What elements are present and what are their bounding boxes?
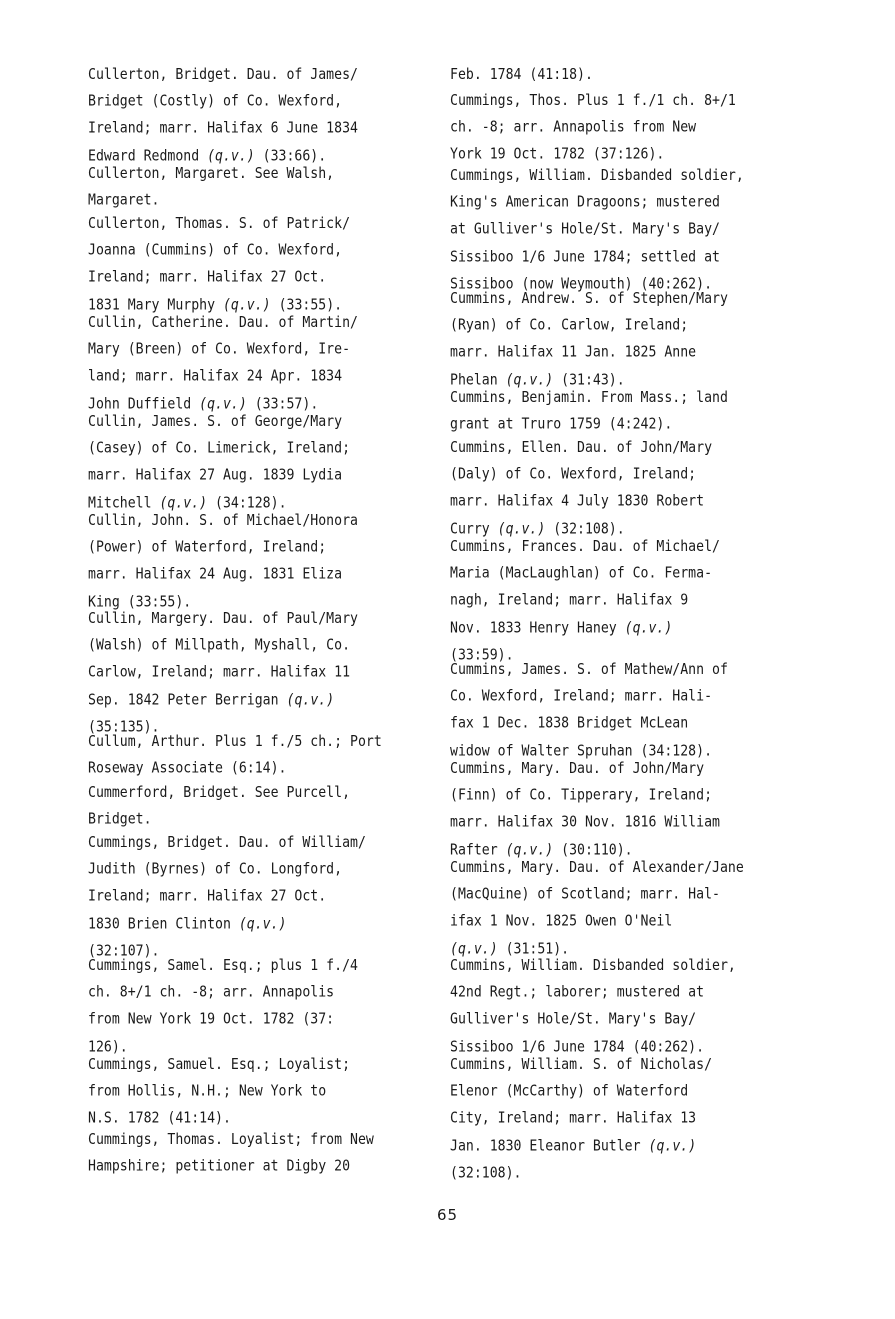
entry-line: N.S. 1782 (41:14). (88, 1110, 231, 1128)
entry-line: Cullin, John. S. of Michael/Honora (88, 512, 358, 529)
entry-line: Ireland; marr. Halifax 6 June 1834 (88, 120, 358, 138)
entry-line: Curry (q.v.) (32:108). (450, 520, 625, 538)
entry-line: Co. Wexford, Ireland; marr. Hali- (450, 688, 713, 706)
left-column (88, 62, 433, 1177)
entry-line: (q.v.) (31:51). (450, 940, 570, 958)
index-entry (88, 830, 433, 966)
entry-line: (Power) of Waterford, Ireland; (88, 539, 327, 557)
entry-line: Cummings, William. Disbanded soldier, (450, 167, 744, 185)
entry-line: Cummerford, Bridget. See Purcell, (88, 784, 351, 802)
index-entry (88, 606, 433, 742)
entry-line: Cummings, Samuel. Esq.; Loyalist; (88, 1056, 351, 1074)
entry-line: Cullerton, Bridget. Dau. of James/ (88, 66, 358, 84)
entry-line: from Hollis, N.H.; New York to (88, 1083, 327, 1101)
entry-line: Bridget (Costly) of Co. Wexford, (88, 93, 343, 111)
entry-line: (Daly) of Co. Wexford, Ireland; (450, 466, 697, 484)
index-entry (450, 62, 800, 89)
entry-line: Ireland; marr. Halifax 27 Oct. (88, 269, 327, 287)
index-entry (450, 435, 800, 543)
index-entry (450, 163, 800, 299)
entry-line: Cummings, Samel. Esq.; plus 1 f./4 (88, 957, 358, 975)
entry-line: Nov. 1833 Henry Haney (q.v.) (450, 619, 673, 637)
page-number: 65 (436, 1206, 459, 1224)
entry-line: Sissiboo 1/6 June 1784 (40:262). (450, 1039, 705, 1056)
entry-line: Maria (MacLaughlan) of Co. Ferma- (450, 565, 713, 583)
index-entry (88, 1127, 433, 1181)
entry-line: Mitchell (q.v.) (34:128). (88, 494, 287, 512)
entry-line: at Gulliver's Hole/St. Mary's Bay/ (450, 221, 720, 239)
entry-line: ch. 8+/1 ch. -8; arr. Annapolis (88, 984, 335, 1002)
entry-line: Cullum, Arthur. Plus 1 f./5 ch.; Port (88, 733, 382, 751)
entry-line: ch. -8; arr. Annapolis from New (450, 119, 697, 137)
entry-line: Cummins, Ellen. Dau. of John/Mary (450, 439, 713, 457)
index-entry (450, 385, 800, 439)
entry-line: Feb. 1784 (41:18). (450, 66, 593, 84)
index-entry (88, 780, 433, 834)
entry-line: (Walsh) of Millpath, Myshall, Co. (88, 638, 351, 655)
entry-line: Cummins, Benjamin. From Mass.; land (450, 389, 728, 406)
entry-line: (Finn) of Co. Tipperary, Ireland; (450, 787, 713, 805)
entry-line: marr. Halifax 4 July 1830 Robert (450, 493, 705, 511)
entry-line: Rafter (q.v.) (30:110). (450, 841, 633, 859)
entry-line: Sep. 1842 Peter Berrigan (q.v.) (88, 692, 335, 710)
entry-line: marr. Halifax 11 Jan. 1825 Anne (450, 344, 697, 362)
index-entry (88, 1052, 433, 1133)
entry-line: Phelan (q.v.) (31:43). (450, 371, 625, 389)
entry-line: Mary (Breen) of Co. Wexford, Ire- (88, 341, 351, 359)
entry-line: fax 1 Dec. 1838 Bridget McLean (450, 715, 689, 733)
entry-line: Sissiboo (now Weymouth) (40:262). (450, 275, 713, 293)
index-entry (450, 953, 800, 1061)
index-entry (88, 161, 433, 215)
index-entry (88, 729, 433, 783)
index-entry (88, 62, 433, 170)
entry-line: Cummins, Mary. Dau. of Alexander/Jane (450, 858, 744, 876)
index-entry (88, 211, 433, 319)
entry-line: 42nd Regt.; laborer; mustered at (450, 984, 705, 1002)
entry-line: Edward Redmond (q.v.) (33:66). (88, 147, 327, 165)
entry-line: Cummins, James. S. of Mathew/Ann of (450, 661, 728, 679)
entry-line: grant at Truro 1759 (4:242). (450, 416, 673, 434)
entry-line: land; marr. Halifax 24 Apr. 1834 (88, 368, 343, 386)
index-entry (450, 286, 800, 394)
entry-line: Cummins, Mary. Dau. of John/Mary (450, 760, 705, 777)
entry-line: Cummings, Thos. Plus 1 f./1 ch. 8+/1 (450, 92, 736, 110)
entry-line: King (33:55). (88, 593, 192, 611)
entry-line: Gulliver's Hole/St. Mary's Bay/ (450, 1012, 697, 1029)
entry-line: Roseway Associate (6:14). (88, 761, 287, 778)
entry-line: City, Ireland; marr. Halifax 13 (450, 1110, 697, 1128)
entry-line: King's American Dragoons; mustered (450, 194, 720, 212)
entry-line: Cummins, Frances. Dau. of Michael/ (450, 538, 720, 556)
entry-line: (33:59). (450, 646, 514, 664)
index-entry (450, 534, 800, 670)
index-entry (88, 953, 433, 1061)
entry-line: Cummins, William. S. of Nicholas/ (450, 1056, 713, 1074)
entry-line: (MacQuine) of Scotland; marr. Hal- (450, 886, 720, 903)
index-entry (450, 1052, 800, 1188)
entry-line: Bridget. (88, 811, 152, 829)
entry-line: Cullerton, Margaret. See Walsh, (88, 165, 335, 183)
entry-line: 1831 Mary Murphy (q.v.) (33:55). (88, 297, 343, 314)
entry-line: widow of Walter Spruhan (34:128). (450, 742, 713, 760)
entry-line: (Casey) of Co. Limerick, Ireland; (88, 440, 351, 458)
entry-line: Judith (Byrnes) of Co. Longford, (88, 861, 343, 879)
entry-line: Margaret. (88, 192, 160, 210)
right-column (450, 62, 800, 1182)
index-entry (450, 855, 800, 963)
entry-line: (Ryan) of Co. Carlow, Ireland; (450, 317, 689, 335)
entry-line: Jan. 1830 Eleanor Butler (q.v.) (450, 1137, 697, 1155)
entry-line: marr. Halifax 24 Aug. 1831 Eliza (88, 566, 343, 584)
index-entry (88, 409, 433, 517)
entry-line: from New York 19 Oct. 1782 (37: (88, 1012, 335, 1029)
entry-line: Cullin, Margery. Dau. of Paul/Mary (88, 610, 358, 628)
entry-line: (32:107). (88, 943, 160, 961)
entry-line: Cummins, Andrew. S. of Stephen/Mary (450, 290, 728, 308)
index-entry (450, 657, 800, 765)
entry-line: Cullin, James. S. of George/Mary (88, 413, 343, 431)
index-entry (450, 756, 800, 864)
entry-line: (32:108). (450, 1165, 522, 1182)
entry-line: Cullin, Catherine. Dau. of Martin/ (88, 314, 358, 332)
entry-line: Joanna (Cummins) of Co. Wexford, (88, 242, 343, 260)
entry-line: marr. Halifax 30 Nov. 1816 William (450, 814, 720, 832)
entry-line: John Duffield (q.v.) (33:57). (88, 395, 319, 413)
entry-line: Ireland; marr. Halifax 27 Oct. (88, 888, 327, 906)
entry-line: Cummings, Thomas. Loyalist; from New (88, 1131, 374, 1149)
entry-line: ifax 1 Nov. 1825 Owen O'Neil (450, 913, 673, 930)
entry-line: Sissiboo 1/6 June 1784; settled at (450, 248, 720, 266)
entry-line: 1830 Brien Clinton (q.v.) (88, 916, 287, 933)
index-entry (88, 310, 433, 418)
index-entry (88, 508, 433, 616)
entry-line: Elenor (McCarthy) of Waterford (450, 1083, 689, 1101)
entry-line: nagh, Ireland; marr. Halifax 9 (450, 592, 689, 610)
entry-line: Carlow, Ireland; marr. Halifax 11 (88, 665, 351, 682)
entry-line: Cummings, Bridget. Dau. of William/ (88, 834, 366, 852)
entry-line: Cullerton, Thomas. S. of Patrick/ (88, 215, 351, 233)
entry-line: York 19 Oct. 1782 (37:126). (450, 146, 665, 164)
entry-line: Cummins, William. Disbanded soldier, (450, 957, 736, 975)
entry-line: (35:135). (88, 719, 160, 737)
index-entry (450, 88, 800, 169)
entry-line: Hampshire; petitioner at Digby 20 (88, 1158, 351, 1176)
entry-line: marr. Halifax 27 Aug. 1839 Lydia (88, 467, 343, 485)
entry-line: 126). (88, 1039, 128, 1056)
